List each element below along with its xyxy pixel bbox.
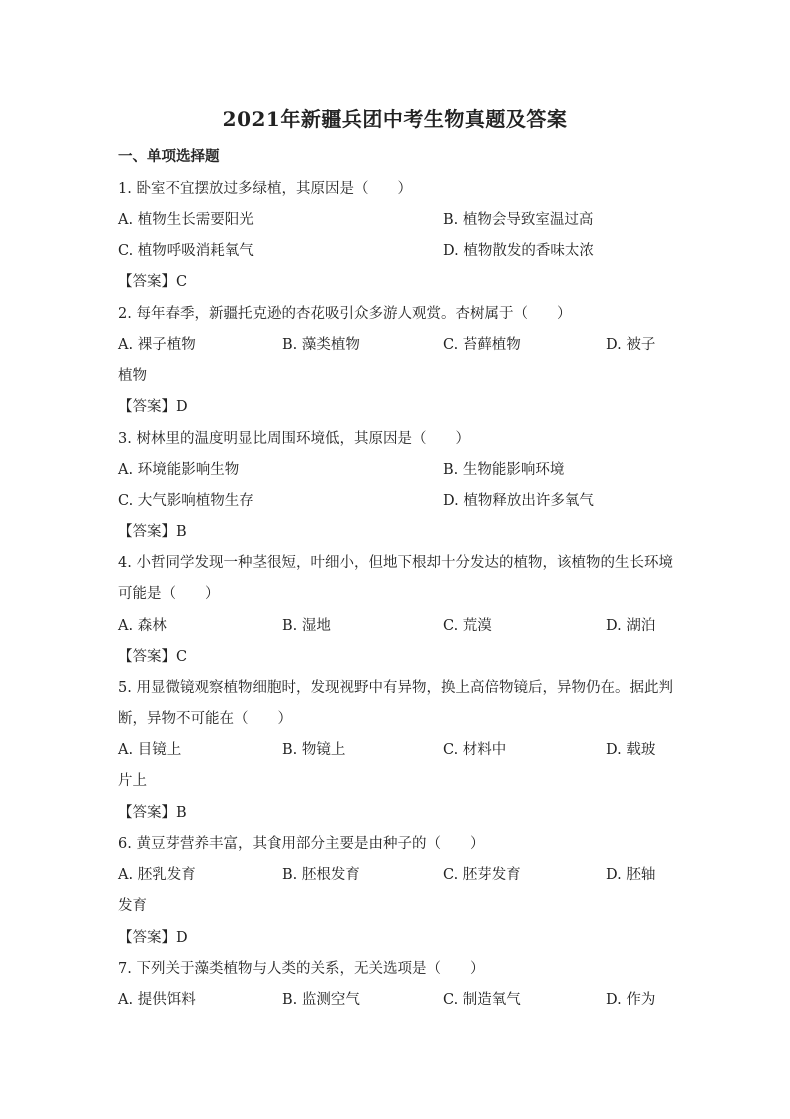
question-3-option-d: D. 植物释放出许多氧气	[443, 493, 594, 509]
question-1-option-d: D. 植物散发的香味太浓	[443, 243, 594, 259]
question-6-option-b: B. 胚根发育	[282, 867, 360, 883]
question-5-option-d: D. 载玻	[606, 742, 656, 758]
question-4-stem-line-1: 4. 小哲同学发现一种茎很短，叶细小，但地下根却十分发达的植物，该植物的生长环境	[118, 555, 673, 571]
question-5-option-c: C. 材料中	[443, 742, 507, 758]
question-2-option-b: B. 藻类植物	[282, 337, 360, 353]
question-4-option-d: D. 湖泊	[606, 618, 656, 634]
question-3-option-c: C. 大气影响植物生存	[118, 493, 254, 509]
question-5-answer: 【答案】B	[118, 805, 187, 821]
question-1-option-a: A. 植物生长需要阳光	[118, 212, 254, 228]
question-6-option-d-continued: 发育	[118, 898, 147, 914]
question-2-stem: 2. 每年春季，新疆托克逊的杏花吸引众多游人观赏。杏树属于（ ）	[118, 306, 572, 322]
question-1-option-c: C. 植物呼吸消耗氧气	[118, 243, 254, 259]
question-2-option-d: D. 被子	[606, 337, 656, 353]
question-2-option-c: C. 苔藓植物	[443, 337, 521, 353]
question-3-stem: 3. 树林里的温度明显比周围环境低，其原因是（ ）	[118, 431, 470, 447]
section-heading: 一、单项选择题	[118, 148, 220, 165]
question-2-answer: 【答案】D	[118, 399, 188, 415]
question-2-option-d-continued: 植物	[118, 368, 147, 384]
document-title: 2021年新疆兵团中考生物真题及答案	[222, 107, 568, 131]
question-4-option-c: C. 荒漠	[443, 618, 492, 634]
question-6-option-c: C. 胚芽发育	[443, 867, 521, 883]
question-7-option-b: B. 监测空气	[282, 992, 360, 1008]
question-3-answer: 【答案】B	[118, 524, 187, 540]
question-4-stem-line-2: 可能是（ ）	[118, 586, 220, 602]
question-1-stem: 1. 卧室不宜摆放过多绿植，其原因是（ ）	[118, 181, 412, 197]
question-7-stem: 7. 下列关于藻类植物与人类的关系，无关选项是（ ）	[118, 961, 485, 977]
question-5-option-d-continued: 片上	[118, 773, 147, 789]
question-2-option-a: A. 裸子植物	[118, 337, 196, 353]
question-5-option-b: B. 物镜上	[282, 742, 346, 758]
question-7-option-d: D. 作为	[606, 992, 656, 1008]
question-1-answer: 【答案】C	[118, 274, 188, 290]
question-3-option-b: B. 生物能影响环境	[443, 462, 565, 478]
question-6-stem: 6. 黄豆芽营养丰富，其食用部分主要是由种子的（ ）	[118, 836, 485, 852]
question-4-answer: 【答案】C	[118, 649, 188, 665]
question-7-option-c: C. 制造氧气	[443, 992, 521, 1008]
question-6-option-a: A. 胚乳发育	[118, 867, 196, 883]
question-3-option-a: A. 环境能影响生物	[118, 462, 240, 478]
question-4-option-b: B. 湿地	[282, 618, 331, 634]
question-6-option-d: D. 胚轴	[606, 867, 656, 883]
question-5-stem-line-2: 断，异物不可能在（ ）	[118, 711, 292, 727]
question-5-stem-line-1: 5. 用显微镜观察植物细胞时，发现视野中有异物，换上高倍物镜后，异物仍在。据此判	[118, 680, 673, 696]
question-5-option-a: A. 目镜上	[118, 742, 182, 758]
question-7-option-a: A. 提供饵料	[118, 992, 196, 1008]
question-1-option-b: B. 植物会导致室温过高	[443, 212, 594, 228]
question-4-option-a: A. 森林	[118, 618, 167, 634]
question-6-answer: 【答案】D	[118, 930, 188, 946]
